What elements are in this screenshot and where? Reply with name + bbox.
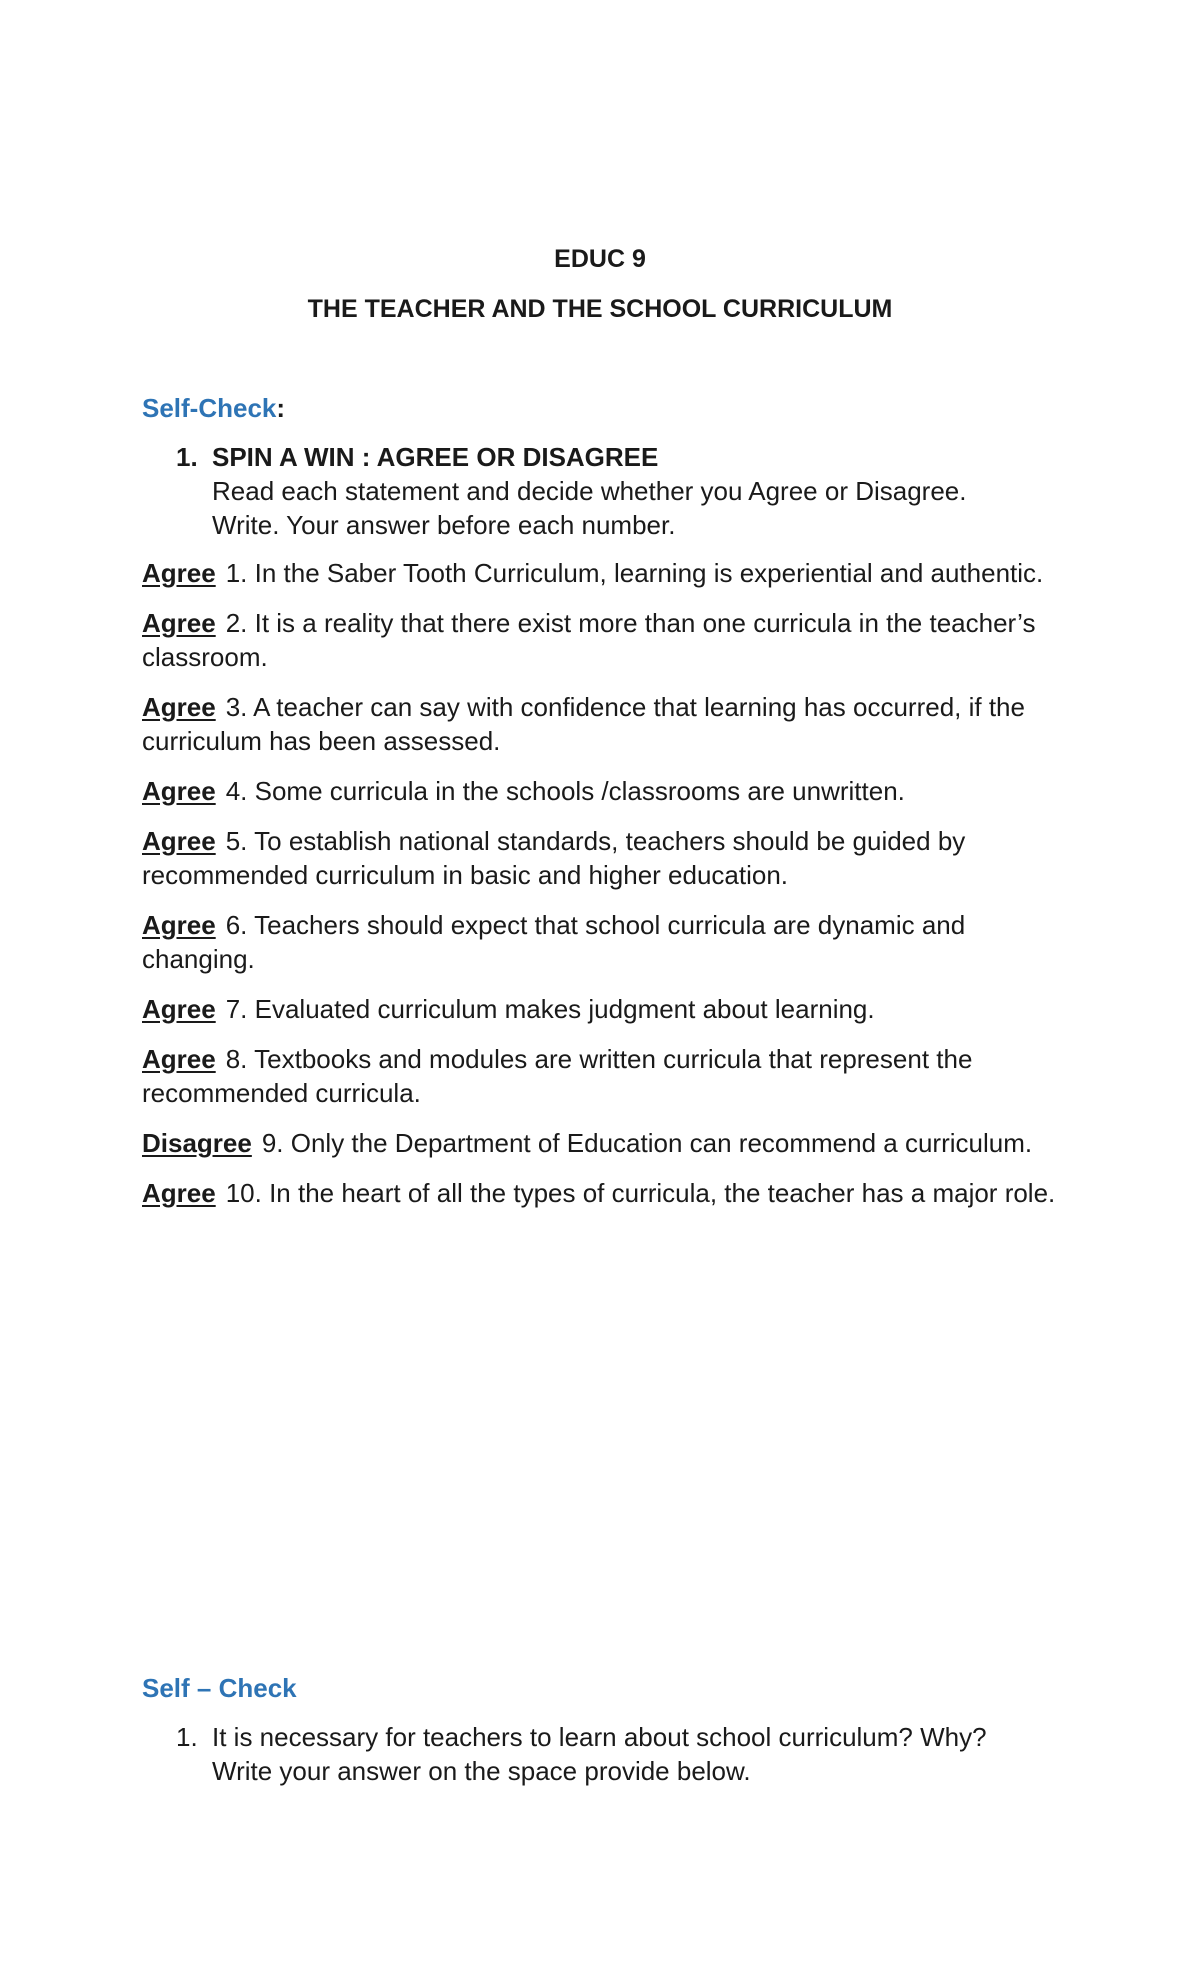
self-check-2-heading: Self – Check — [142, 1673, 297, 1703]
question-line-1: It is necessary for teachers to learn about school curriculum? Why? — [212, 1722, 987, 1752]
document-title: THE TEACHER AND THE SCHOOL CURRICULUM — [307, 295, 893, 323]
question-number: 1. — [176, 1722, 198, 1752]
answer-label: Agree — [142, 910, 216, 940]
question-line-2: Write your answer on the space provide below. — [212, 1756, 751, 1786]
answer-label: Agree — [142, 776, 216, 806]
statement-text: 8. Textbooks and modules are written curricula that represent the recommended curricula. — [142, 1044, 973, 1108]
answer-label: Agree — [142, 1178, 216, 1208]
statement-item — [142, 824, 1060, 892]
statement-text: 4. Some curricula in the schools /classrooms are unwritten. — [225, 776, 905, 806]
answer-label: Agree — [142, 994, 216, 1024]
answer-label: Agree — [142, 1044, 216, 1074]
answer-label: Agree — [142, 826, 216, 856]
statement-text: 3. A teacher can say with confidence that learning has occurred, if the curriculum has been assessed. — [142, 692, 1025, 756]
statement-text: 5. To establish national standards, teachers should be guided by recommended curriculum in basic and higher education. — [142, 826, 966, 890]
heading-colon: : — [276, 393, 286, 423]
self-check-heading-text: Self-Check — [142, 393, 277, 423]
statement-item — [142, 992, 1060, 1026]
statement-item — [142, 1042, 1060, 1110]
task-number: 1. — [176, 442, 198, 472]
statement-text: 2. It is a reality that there exist more than one curricula in the teacher’s classroom. — [142, 608, 1036, 672]
statement-text: 9. Only the Department of Education can recommend a curriculum. — [261, 1128, 1033, 1158]
task-block — [176, 440, 1076, 542]
statement-text: 10. In the heart of all the types of curricula, the teacher has a major role. — [225, 1178, 1056, 1208]
task-instruction-line-1: Read each statement and decide whether you Agree or Disagree. — [212, 476, 967, 506]
answer-label: Agree — [142, 608, 216, 638]
course-code: EDUC 9 — [554, 245, 646, 273]
statement-list — [142, 556, 1060, 1226]
answer-label: Agree — [142, 558, 216, 588]
statement-item — [142, 690, 1060, 758]
task-title: SPIN A WIN : AGREE OR DISAGREE — [212, 442, 659, 472]
statement-text: 6. Teachers should expect that school curricula are dynamic and changing. — [142, 910, 966, 974]
answer-label: Agree — [142, 692, 216, 722]
answer-label: Disagree — [142, 1128, 252, 1158]
statement-item — [142, 908, 1060, 976]
statement-item — [142, 556, 1060, 590]
statement-item — [142, 774, 1060, 808]
statement-text: 1. In the Saber Tooth Curriculum, learning is experiential and authentic. — [225, 558, 1044, 588]
self-check-heading — [142, 392, 285, 424]
statement-item — [142, 1176, 1060, 1210]
statement-item — [142, 1126, 1060, 1160]
statement-text: 7. Evaluated curriculum makes judgment about learning. — [225, 994, 875, 1024]
question-block — [176, 1720, 1076, 1788]
statement-item — [142, 606, 1060, 674]
task-instruction-line-2: Write. Your answer before each number. — [212, 510, 676, 540]
